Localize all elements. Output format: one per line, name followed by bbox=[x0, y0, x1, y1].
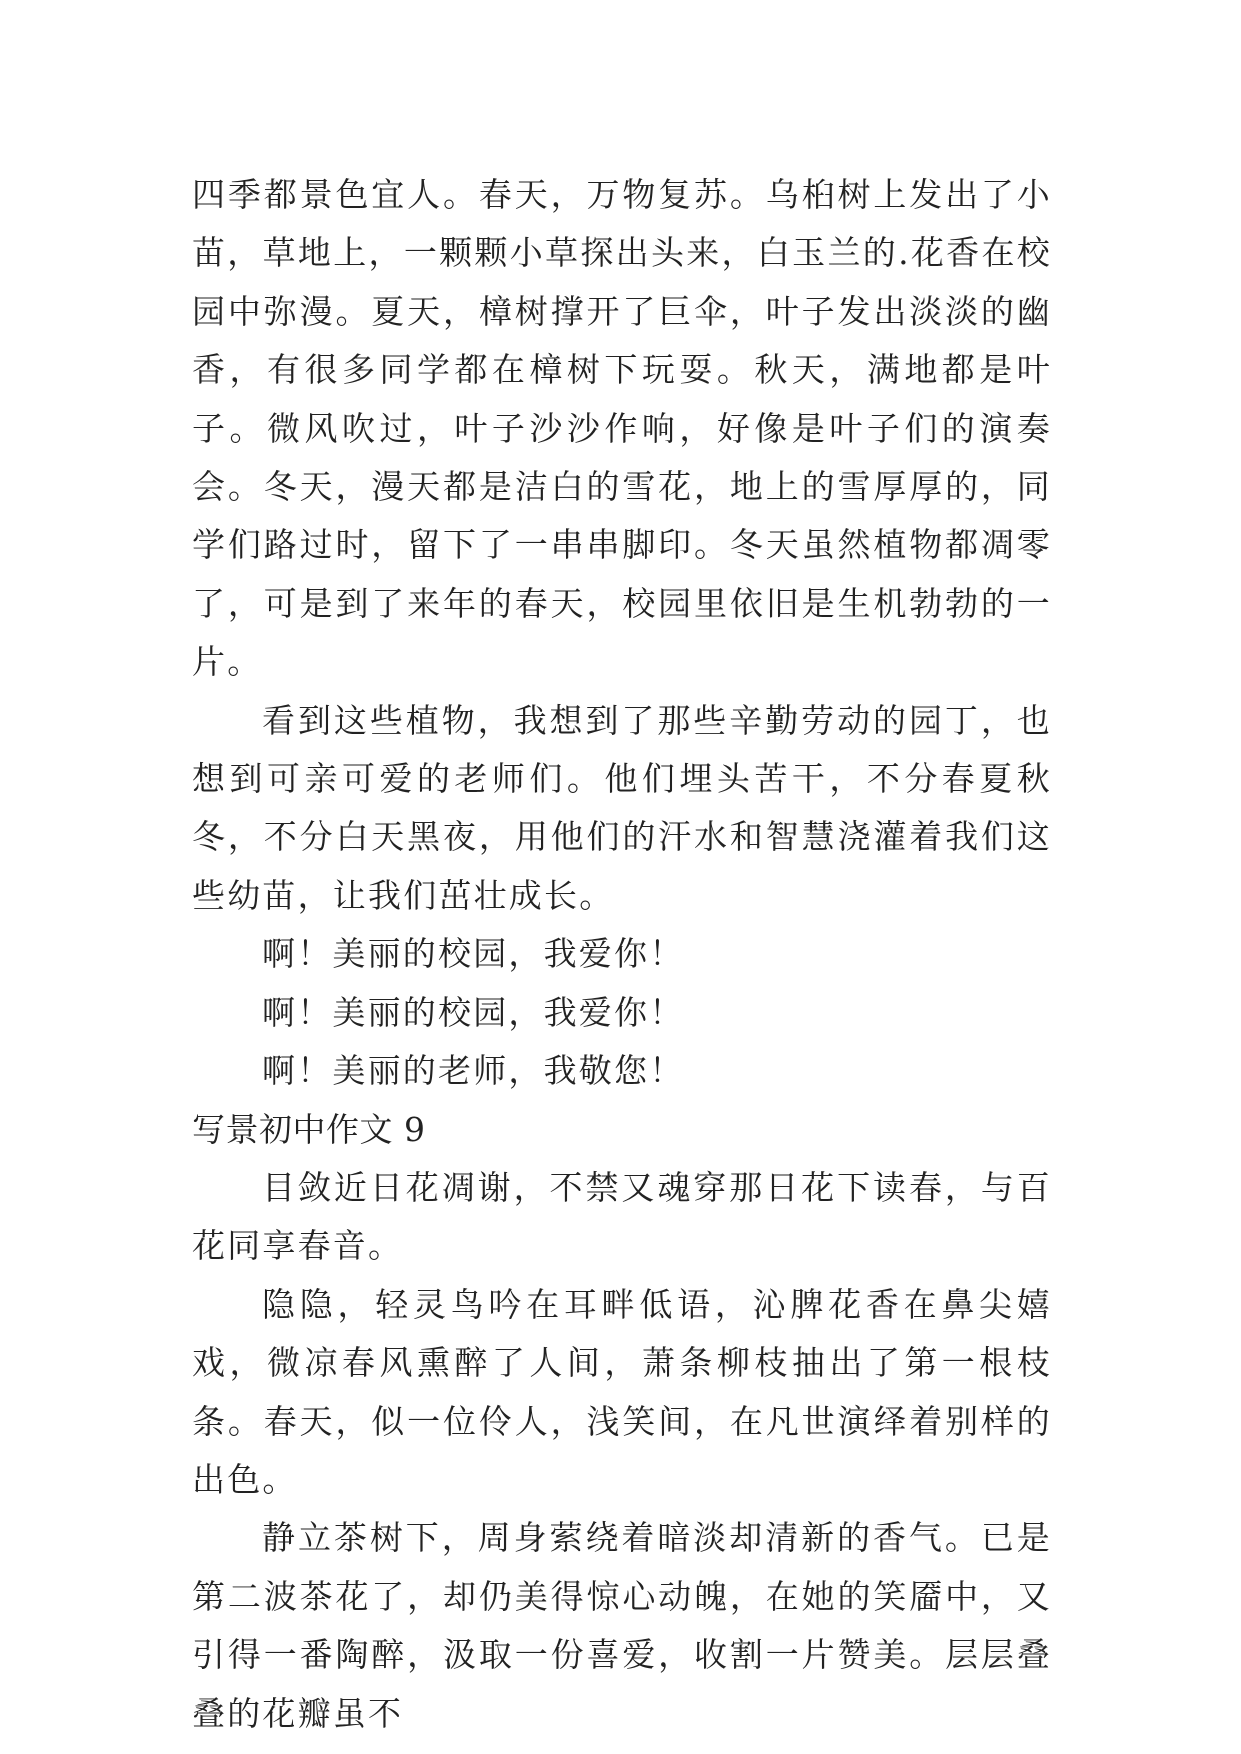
paragraph-gardeners: 看到这些植物，我想到了那些辛勤劳动的园丁，也想到可亲可爱的老师们。他们埋头苦干，不分春夏秋冬，不分白天黑夜，用他们的汗水和智慧浇灌着我们这些幼苗，让我们茁壮成长。 bbox=[192, 700, 1052, 915]
exclamation-line-2: 啊！美丽的校园，我爱你！ bbox=[262, 992, 685, 1032]
exclamation-line-3: 啊！美丽的老师，我敬您！ bbox=[262, 1051, 685, 1091]
document-body bbox=[192, 166, 1052, 1743]
paragraph-spring: 隐隐，轻灵鸟吟在耳畔低语，沁脾花香在鼻尖嬉戏，微凉春风熏醉了人间，萧条柳枝抽出了第一根枝条。春天，似一位伶人，浅笑间，在凡世演绎着别样的出色。 bbox=[192, 1284, 1052, 1499]
paragraph-intro: 目敛近日花凋谢，不禁又魂穿那日花下读春，与百花同享春音。 bbox=[192, 1167, 1052, 1266]
section-heading: 写景初中作文 9 bbox=[192, 1109, 426, 1149]
paragraph-camellia: 静立茶树下，周身萦绕着暗淡却清新的香气。已是第二波茶花了，却仍美得惊心动魄，在她的笑靥中，又引得一番陶醉，汲取一份喜爱，收割一片赞美。层层叠叠的花瓣虽不 bbox=[192, 1518, 1052, 1733]
paragraph-seasons: 四季都景色宜人。春天，万物复苏。乌桕树上发出了小苗，草地上，一颗颗小草探出头来，白玉兰的.花香在校园中弥漫。夏天，樟树撑开了巨伞，叶子发出淡淡的幽香，有很多同学都在樟树下玩耍。秋天，满地都是叶子。微风吹过，叶子沙沙作响，好像是叶子们的演奏会。冬天，漫天都是洁白的雪花，地上的雪厚厚的，同学们路过时，留下了一串串脚印。冬天虽然植物都凋零了，可是到了来年的春天，校园里依旧是生机勃勃的一片。 bbox=[192, 175, 1052, 682]
exclamation-line-1: 啊！美丽的校园，我爱你！ bbox=[262, 934, 685, 974]
